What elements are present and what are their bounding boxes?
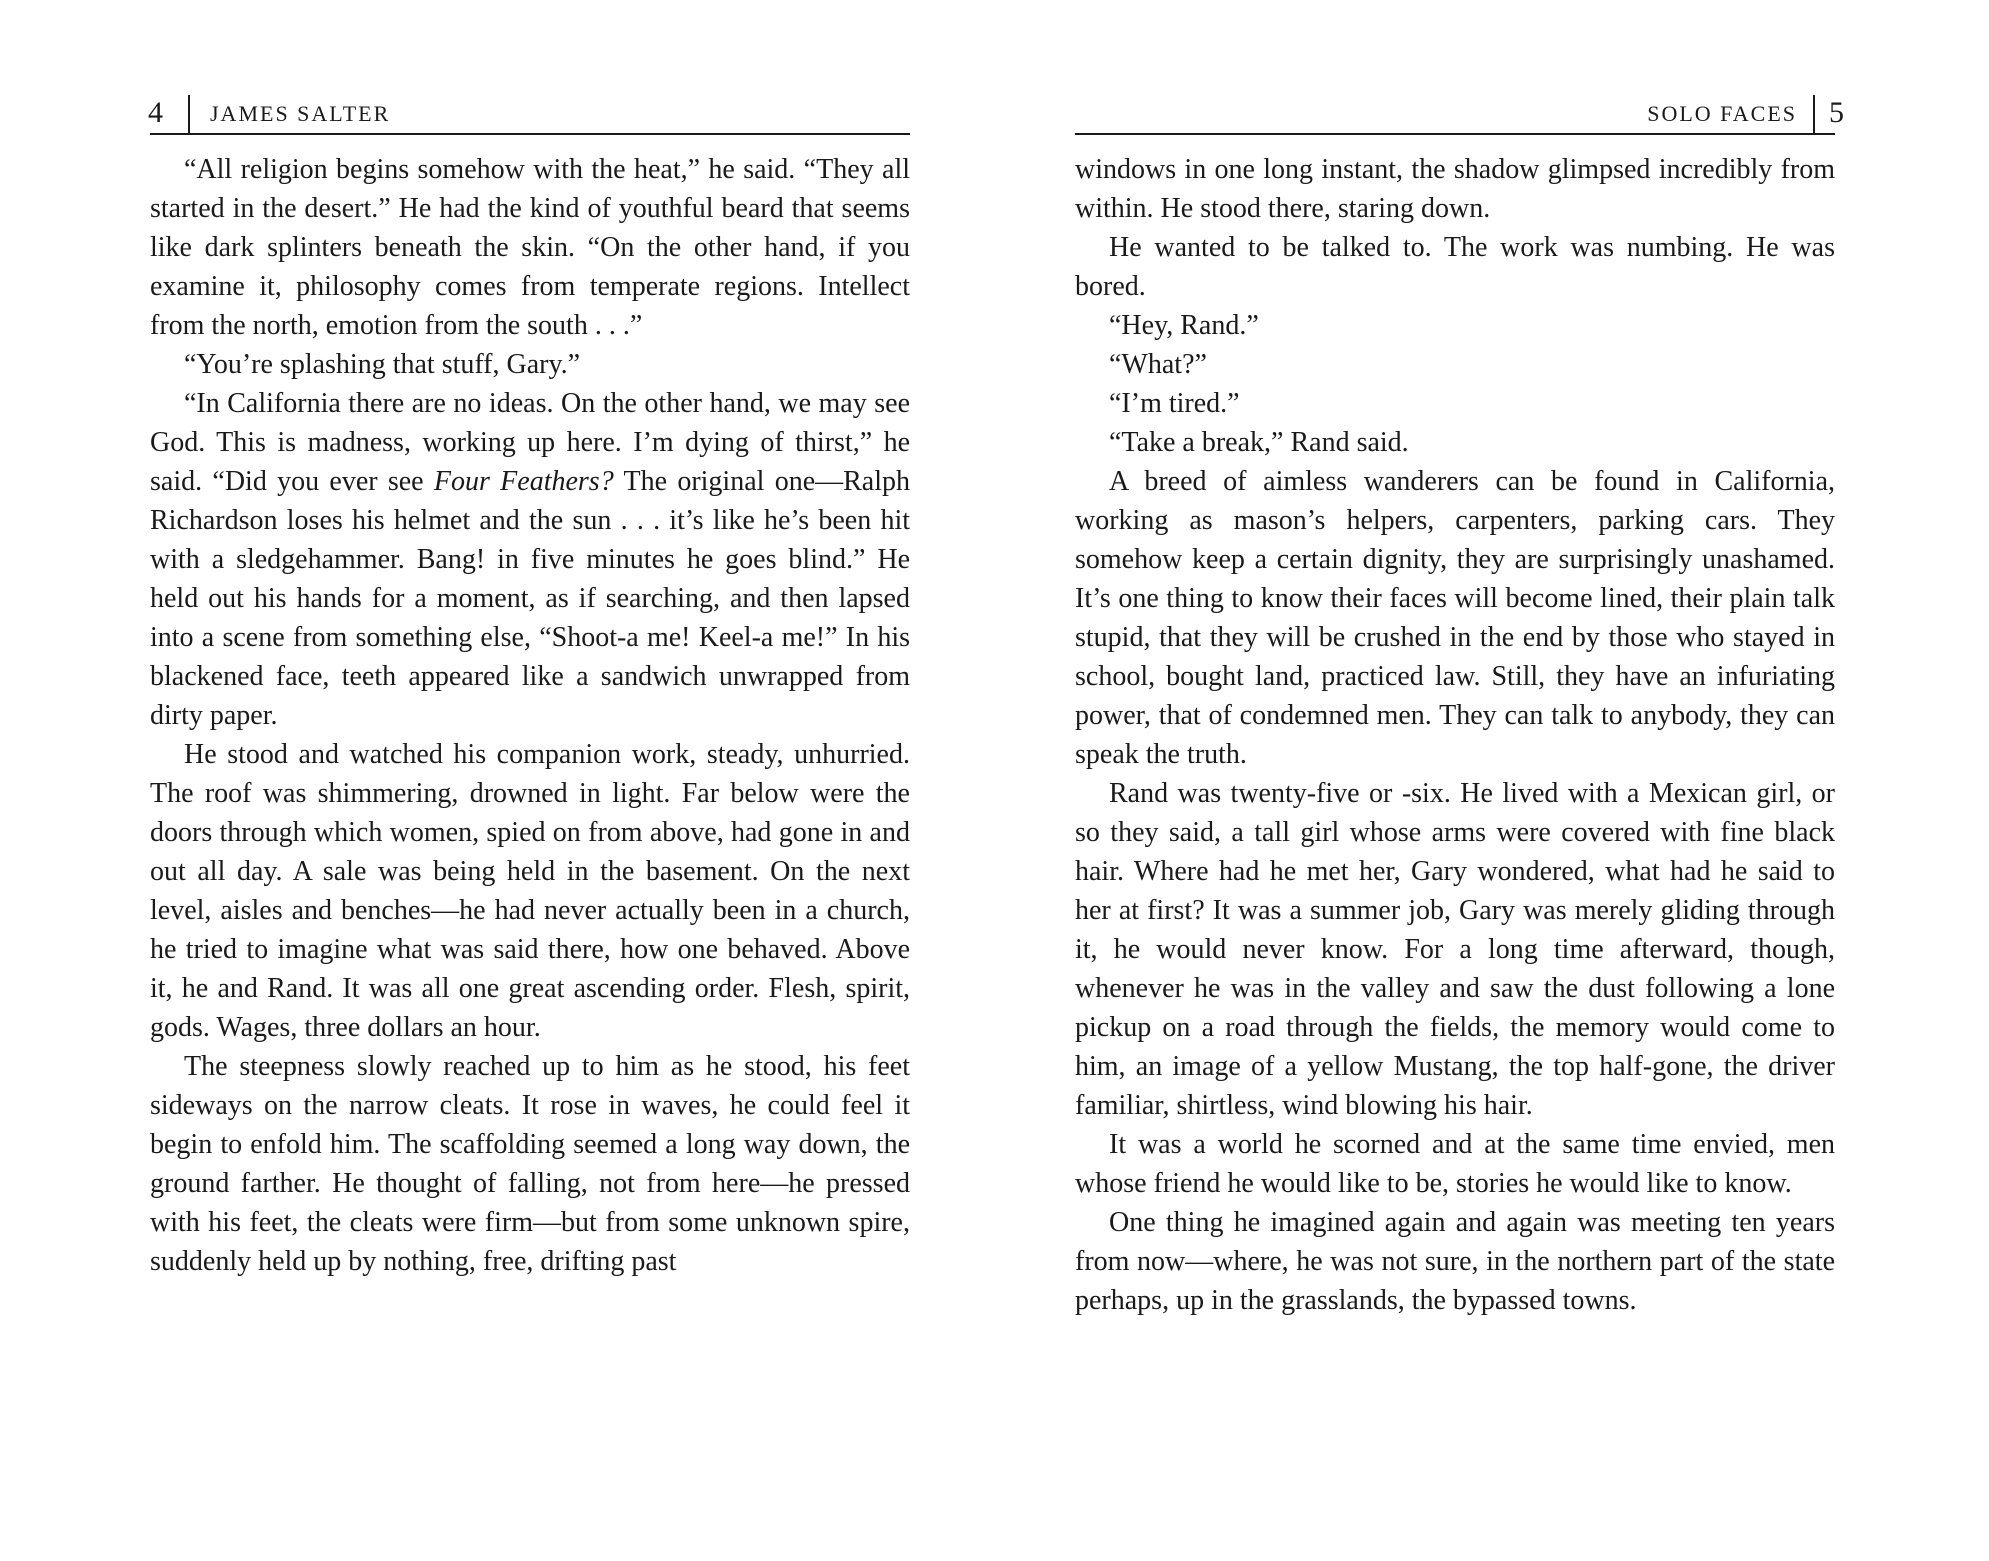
left-page-text (150, 150, 910, 1281)
right-running-head (1075, 95, 1844, 135)
paragraph: “All religion begins somehow with the heat,” he said. “They all started in the desert.” He had the kind of youthful beard that seems like dark splinters beneath the skin. “On the other hand, if you examine it, philosophy comes from temperate regions. Intellect from the north, emotion from the south . . .” (150, 154, 910, 341)
paragraph: A breed of aimless wanderers can be found in California, working as mason’s helpers, carpenters, parking cars. They somehow keep a certain dignity, they are surprisingly unashamed. It’s one thing to know their faces will become lined, their plain talk stupid, that they will be crushed in the end by those who stayed in school, bought land, practiced law. Still, they have an infuriating power, that of condemned men. They can talk to anybody, they can speak the truth. (1075, 466, 1835, 770)
paragraph: One thing he imagined again and again was meeting ten years from now—where, he was not sure, in the northern part of the state perhaps, up in the grasslands, the bypassed towns. (1075, 1207, 1835, 1316)
page-number-right: 5 (1829, 96, 1844, 129)
paragraph: The steepness slowly reached up to him as he stood, his feet sideways on the narrow cleats. It rose in waves, he could feel it begin to enfold him. The scaffolding seemed a long way down, the ground farther. He thought of falling, not from here—he pressed with his feet, the cleats were firm—but from some unknown spire, suddenly held up by nothing, free, drifting past (150, 1051, 910, 1277)
paragraph-text: “In California there are no ideas. On the other hand, we may see God. This is madness, working up here. I’m dying of thirst,” he said. “Did you ever see (150, 388, 910, 497)
paragraph: He stood and watched his companion work, steady, unhurried. The roof was shimmering, drowned in light. Far below were the doors through which women, spied on from above, had gone in and out all day. A sale was being held in the basement. On the next level, aisles and benches—he had never actually been in a church, he tried to imagine what was said there, how one behaved. Above it, he and Rand. It was all one great ascending order. Flesh, spirit, gods. Wages, three dollars an hour. (150, 739, 910, 1043)
right-page-text (1075, 150, 1835, 1320)
paragraph: It was a world he scorned and at the same time envied, men whose friend he would like to be, stories he would like to know. (1075, 1129, 1835, 1199)
folio-divider-right (1813, 95, 1815, 133)
paragraph: He wanted to be talked to. The work was numbing. He was bored. (1075, 232, 1835, 302)
book-title-running-head: SOLO FACES (1647, 101, 1797, 126)
author-running-head: JAMES SALTER (210, 101, 391, 126)
page-number-left: 4 (148, 96, 163, 129)
paragraph (150, 384, 910, 735)
paragraph-continued: windows in one long instant, the shadow glimpsed incredibly from within. He stood there, staring down. (1075, 154, 1835, 224)
left-running-head (150, 95, 910, 135)
paragraph: “I’m tired.” (1109, 388, 1240, 419)
paragraph-text: The original one—Ralph Richardson loses his helmet and the sun . . . it’s like he’s been hit with a sledgehammer. Bang! in five minutes he goes blind.” He held out his hands for a moment, as if searching, and then lapsed into a scene from something else, “Shoot-a me! Keel-a me!” In his blackened face, teeth appeared like a sandwich unwrapped from dirty paper. (150, 466, 910, 731)
paragraph: Rand was twenty-five or -six. He lived with a Mexican girl, or so they said, a tall girl whose arms were covered with fine black hair. Where had he met her, Gary wondered, what had he said to her at first? It was a summer job, Gary was merely gliding through it, he would never know. For a long time afterward, though, whenever he was in the valley and saw the dust following a lone pickup on a road through the fields, the memory would come to him, an image of a yellow Mustang, the top half-gone, the driver familiar, shirtless, wind blowing his hair. (1075, 778, 1835, 1121)
paragraph: “Hey, Rand.” (1109, 310, 1259, 341)
paragraph: “Take a break,” Rand said. (1109, 427, 1409, 458)
paragraph: “You’re splashing that stuff, Gary.” (184, 349, 581, 380)
folio-divider-left (188, 95, 190, 133)
paragraph: “What?” (1109, 349, 1207, 380)
film-title: Four Feathers? (433, 466, 614, 497)
